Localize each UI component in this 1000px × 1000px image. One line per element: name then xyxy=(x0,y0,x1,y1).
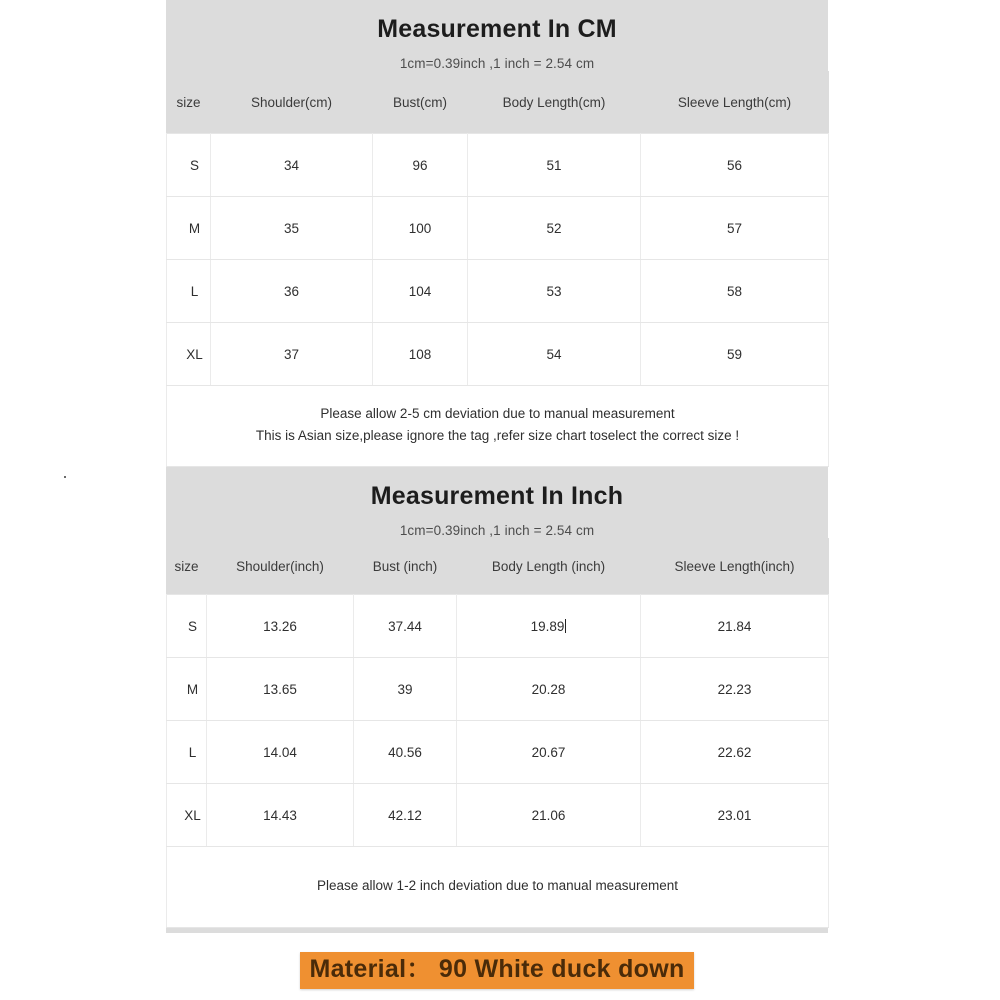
inch-note-line-1: Please allow 1-2 inch deviation due to manual measurement xyxy=(317,878,678,894)
cm-note-line-1: Please allow 2-5 cm deviation due to manual measurement xyxy=(320,406,675,422)
inch-cell-size: S xyxy=(167,595,207,658)
inch-cell-sleeve-length: 22.62 xyxy=(641,721,829,784)
inch-note-cell xyxy=(167,847,829,928)
inch-header-shoulder: Shoulder(inch) xyxy=(207,538,354,595)
cm-cell-shoulder: 35 xyxy=(211,197,373,260)
inch-cell-bust: 39 xyxy=(354,658,457,721)
cm-cell-shoulder: 34 xyxy=(211,134,373,197)
inch-cell-body-length: 20.28 xyxy=(457,658,641,721)
inch-header-body-length: Body Length (inch) xyxy=(457,538,641,595)
cm-cell-size: L xyxy=(167,260,211,323)
material-banner: Material： 90 White duck down xyxy=(300,952,693,989)
inch-header-sleeve-length: Sleeve Length(inch) xyxy=(641,538,829,595)
cm-header-size: size xyxy=(167,71,211,134)
cm-cell-body-length: 51 xyxy=(468,134,641,197)
cm-section-title: Measurement In CM xyxy=(377,15,617,43)
table-row xyxy=(167,658,829,721)
inch-cell-body-length[interactable] xyxy=(457,595,641,658)
cm-cell-sleeve-length: 59 xyxy=(641,323,829,386)
cm-cell-size: M xyxy=(167,197,211,260)
cm-cell-bust: 108 xyxy=(373,323,468,386)
cm-note-line-2: This is Asian size,please ignore the tag ,refer size chart toselect the correct size ! xyxy=(255,428,740,443)
inch-section-subtitle: 1cm=0.39inch ,1 inch = 2.54 cm xyxy=(399,523,595,538)
cm-cell-shoulder: 37 xyxy=(211,323,373,386)
cm-header-shoulder: Shoulder(cm) xyxy=(211,71,373,134)
cm-cell-size: XL xyxy=(167,323,211,386)
inch-cell-bust: 37.44 xyxy=(354,595,457,658)
material-banner-wrap xyxy=(166,952,828,989)
table-row xyxy=(167,260,829,323)
inch-cell-size: XL xyxy=(167,784,207,847)
cm-cell-size: S xyxy=(167,134,211,197)
inch-cell-size: M xyxy=(167,658,207,721)
inch-cell-sleeve-length: 23.01 xyxy=(641,784,829,847)
table-row xyxy=(167,197,829,260)
cm-table-wrap xyxy=(166,71,828,467)
inch-cell-bust: 40.56 xyxy=(354,721,457,784)
inch-cell-body-length-value: 19.89 xyxy=(530,618,565,634)
cm-note-row xyxy=(167,386,829,467)
inch-cell-body-length: 20.67 xyxy=(457,721,641,784)
stray-dot-artifact xyxy=(64,476,66,478)
inch-section xyxy=(166,467,828,928)
table-row xyxy=(167,595,829,658)
cm-header-sleeve-length: Sleeve Length(cm) xyxy=(641,71,829,134)
cm-section-subtitle: 1cm=0.39inch ,1 inch = 2.54 cm xyxy=(399,56,595,71)
table-row xyxy=(167,134,829,197)
text-cursor-caret xyxy=(565,619,566,633)
cm-cell-body-length: 52 xyxy=(468,197,641,260)
inch-header-bust: Bust (inch) xyxy=(354,538,457,595)
cm-cell-bust: 100 xyxy=(373,197,468,260)
inch-cell-bust: 42.12 xyxy=(354,784,457,847)
inch-cell-sleeve-length: 21.84 xyxy=(641,595,829,658)
cm-header-bust: Bust(cm) xyxy=(373,71,468,134)
inch-table-header-row xyxy=(167,538,829,595)
cm-cell-body-length: 54 xyxy=(468,323,641,386)
cm-size-table xyxy=(166,71,829,467)
table-row xyxy=(167,721,829,784)
inch-cell-shoulder: 14.43 xyxy=(207,784,354,847)
inch-cell-shoulder: 13.26 xyxy=(207,595,354,658)
cm-cell-body-length: 53 xyxy=(468,260,641,323)
inch-table-wrap xyxy=(166,538,828,928)
cm-cell-bust: 96 xyxy=(373,134,468,197)
inch-cell-body-length: 21.06 xyxy=(457,784,641,847)
inch-cell-size: L xyxy=(167,721,207,784)
cm-cell-shoulder: 36 xyxy=(211,260,373,323)
cm-cell-sleeve-length: 58 xyxy=(641,260,829,323)
cm-note-cell xyxy=(167,386,829,467)
cm-cell-sleeve-length: 56 xyxy=(641,134,829,197)
cm-cell-sleeve-length: 57 xyxy=(641,197,829,260)
cm-table-header-row xyxy=(167,71,829,134)
inch-cell-sleeve-length: 22.23 xyxy=(641,658,829,721)
inch-cell-shoulder: 14.04 xyxy=(207,721,354,784)
inch-size-table xyxy=(166,538,829,928)
cm-cell-bust: 104 xyxy=(373,260,468,323)
cm-header-body-length: Body Length(cm) xyxy=(468,71,641,134)
inch-note-row xyxy=(167,847,829,928)
inch-cell-shoulder: 13.65 xyxy=(207,658,354,721)
table-row xyxy=(167,784,829,847)
inch-header-size: size xyxy=(167,538,207,595)
size-chart-panel xyxy=(166,0,828,933)
table-row xyxy=(167,323,829,386)
cm-section xyxy=(166,0,828,467)
inch-section-title: Measurement In Inch xyxy=(370,482,624,510)
